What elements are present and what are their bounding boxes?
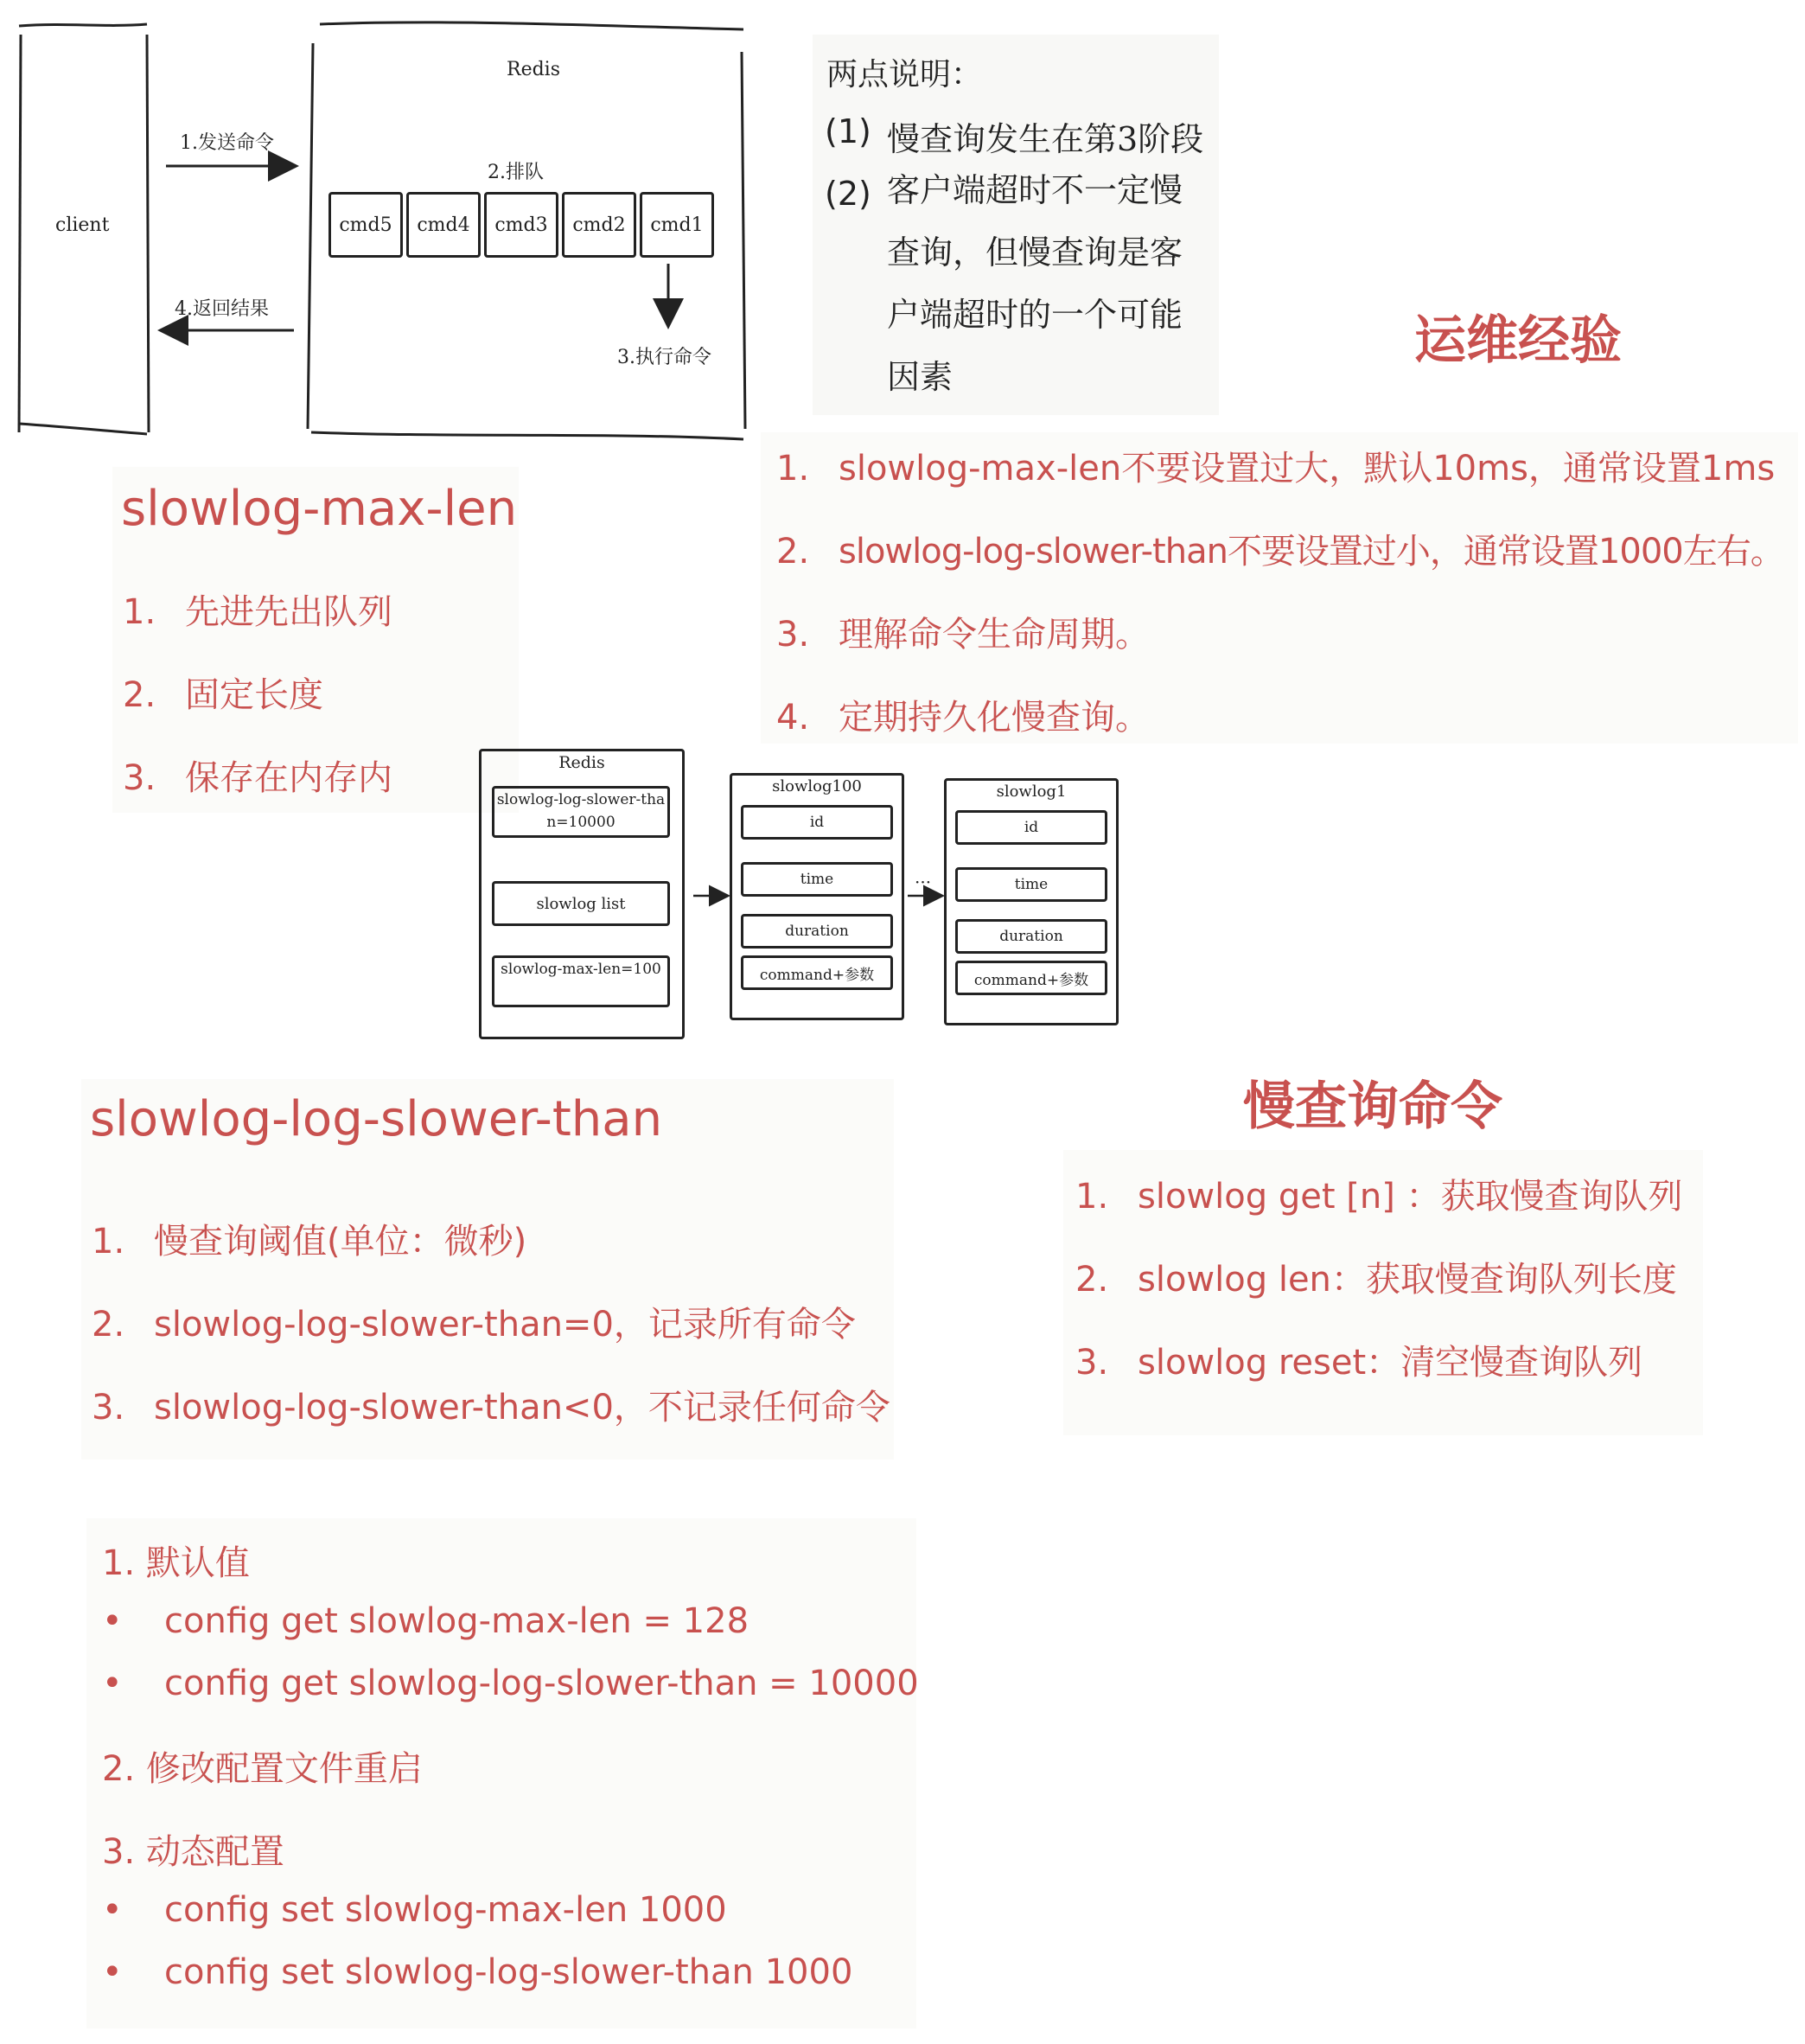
slower-item: 1. 慢查询阈值(单位：微秒) [92, 1222, 527, 1262]
slower-item-text: 慢查询阈值(单位：微秒) [154, 1222, 527, 1262]
client-label: client [55, 214, 110, 236]
maxlen-item-text: 先进先出队列 [185, 592, 392, 632]
maxlen-title: slowlog-max-len [121, 481, 518, 537]
ops-item-text: 理解命令生命周期。 [839, 615, 1150, 655]
ops-item: 3. 理解命令生命周期。 [776, 615, 1150, 655]
maxlen-item-text: 固定长度 [185, 675, 323, 715]
entry-title: slowlog100 [772, 777, 862, 795]
slower-item-text: slowlog-log-slower-than=0，记录所有命令 [154, 1305, 856, 1345]
config-heading: 2. 修改配置文件重启 [102, 1749, 423, 1789]
note-2-line: 因素 [887, 358, 954, 396]
slower-item-text: slowlog-log-slower-than<0，不记录任何命令 [154, 1388, 890, 1428]
ops-item: 4. 定期持久化慢查询。 [776, 698, 1150, 738]
ops-item: 1. slowlog-max-len不要设置过大，默认10ms，通常设置1ms [776, 449, 1776, 489]
slower-than-text: slowlog-log-slower-than=10000 [496, 791, 666, 831]
ops-item: 2. slowlog-log-slower-than不要设置过小，通常设置1000左右。 [776, 532, 1784, 572]
command-queue [328, 192, 714, 256]
command-item-text: slowlog get [n] ：获取慢查询队列 [1138, 1177, 1683, 1217]
queue-item: cmd2 [562, 192, 636, 258]
step2-label: 2.排队 [488, 162, 544, 183]
step3-label: 3.执行命令 [617, 347, 711, 368]
config-dynamic: • config set slowlog-log-slower-than 1000 [102, 1952, 853, 1992]
ops-list [761, 432, 1798, 744]
entry-field: time [955, 867, 1107, 902]
queue-item: cmd5 [328, 192, 403, 258]
slower-item: 3. slowlog-log-slower-than<0，不记录任何命令 [92, 1388, 890, 1428]
note-2-line: 查询，但慢查询是客 [887, 233, 1183, 271]
slower-than-title: slowlog-log-slower-than [90, 1091, 663, 1147]
entry-field: id [741, 805, 893, 840]
slowlog-entry-1 [944, 778, 1119, 1025]
note-2-line: 客户端超时不一定慢 [887, 171, 1183, 209]
note-2-line: 户端超时的一个可能 [887, 296, 1183, 334]
config-default-text: config get slowlog-log-slower-than = 10000 [164, 1664, 919, 1703]
queue-item: cmd1 [640, 192, 714, 258]
entry-field: command+参数 [955, 961, 1107, 995]
slower-item: 2. slowlog-log-slower-than=0，记录所有命令 [92, 1305, 856, 1345]
redis-label: Redis [507, 59, 560, 80]
notes-panel [813, 35, 1219, 415]
config-default-text: config get slowlog-max-len = 128 [164, 1601, 749, 1641]
slowlog-list-box [492, 881, 670, 926]
command-item: 1. slowlog get [n] ：获取慢查询队列 [1075, 1177, 1683, 1217]
note-1-text: 慢查询发生在第3阶段 [887, 120, 1204, 158]
ops-item-text: slowlog-log-slower-than不要设置过小，通常设置1000左右。 [839, 532, 1784, 572]
redis-container [479, 749, 685, 1039]
config-heading: 1. 默认值 [102, 1543, 250, 1583]
maxlen-item: 2. 固定长度 [123, 675, 323, 715]
slower-than-panel [81, 1079, 894, 1460]
ops-item-text: slowlog-max-len不要设置过大，默认10ms，通常设置1ms [839, 449, 1776, 489]
step4-label: 4.返回结果 [175, 298, 269, 320]
config-default: • config get slowlog-log-slower-than = 10000 [102, 1664, 919, 1703]
notes-title: 两点说明： [826, 57, 983, 93]
config-dynamic: • config set slowlog-max-len 1000 [102, 1890, 727, 1930]
ops-item-text: 定期持久化慢查询。 [839, 698, 1150, 738]
command-item: 3. slowlog reset：清空慢查询队列 [1075, 1343, 1643, 1383]
note-1-num: (1) [825, 112, 871, 150]
note-2-text [887, 171, 1183, 408]
queue-item: cmd3 [484, 192, 558, 258]
entry-title: slowlog1 [996, 782, 1067, 801]
entry-field: id [955, 810, 1107, 845]
note-2-num: (2) [825, 175, 871, 213]
maxlen-item-text: 保存在内存内 [185, 758, 392, 798]
commands-title: 慢查询命令 [1243, 1076, 1502, 1137]
ellipsis: ··· [915, 872, 932, 892]
config-heading: 3. 动态配置 [102, 1832, 284, 1872]
entry-field: duration [741, 914, 893, 949]
maxlen-item: 3. 保存在内存内 [123, 758, 392, 798]
entry-field: time [741, 862, 893, 897]
entry-field: command+参数 [741, 955, 893, 990]
step1-label: 1.发送命令 [180, 132, 274, 154]
slower-than-box [492, 786, 670, 838]
config-panel [86, 1518, 919, 2028]
config-dynamic-text: config set slowlog-max-len 1000 [164, 1890, 727, 1930]
max-len-box [492, 955, 670, 1007]
config-default: • config get slowlog-max-len = 128 [102, 1601, 749, 1641]
config-dynamic-text: config set slowlog-log-slower-than 1000 [164, 1952, 853, 1992]
command-item-text: slowlog reset：清空慢查询队列 [1138, 1343, 1643, 1383]
maxlen-item: 1. 先进先出队列 [123, 592, 392, 632]
slowlog-entry-100 [730, 773, 904, 1020]
command-item: 2. slowlog len：获取慢查询队列长度 [1075, 1260, 1677, 1300]
slowlog-structure-diagram [467, 737, 1124, 1048]
queue-item: cmd4 [406, 192, 481, 258]
max-len-text: slowlog-max-len=100 [501, 961, 661, 978]
slowlog-list-text: slowlog list [536, 894, 626, 913]
command-item-text: slowlog len：获取慢查询队列长度 [1138, 1260, 1677, 1300]
entry-field: duration [955, 919, 1107, 954]
redis-title: Redis [558, 753, 605, 772]
commands-list [1063, 1150, 1703, 1435]
ops-title: 运维经验 [1414, 310, 1622, 371]
maxlen-panel [112, 467, 519, 813]
request-flow-diagram [0, 0, 761, 450]
